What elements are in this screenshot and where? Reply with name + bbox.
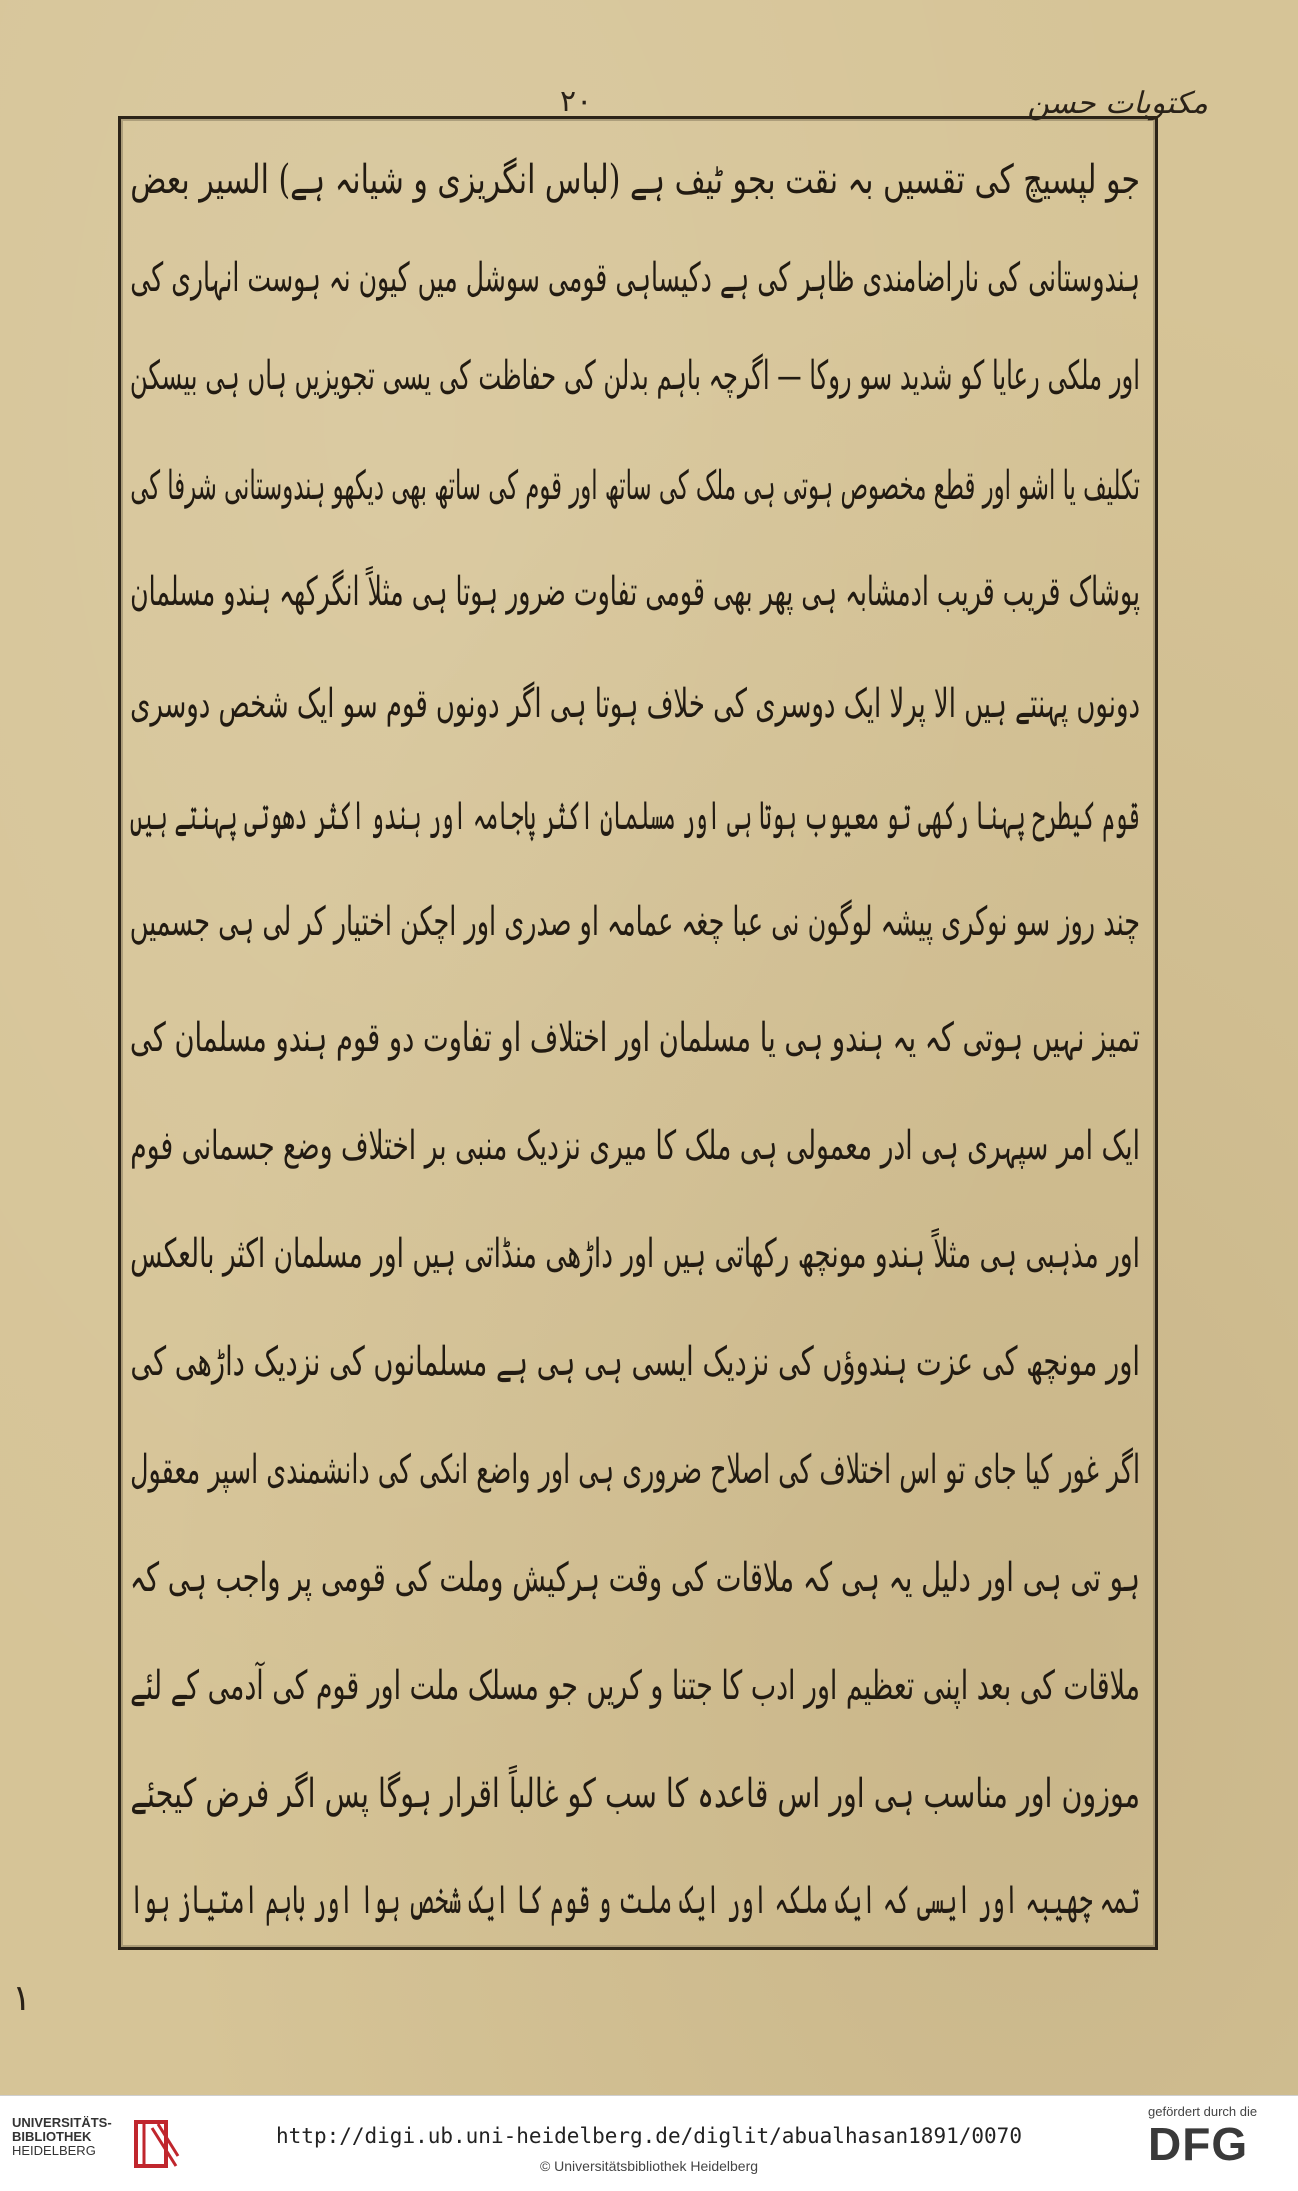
margin-note: ١: [12, 1978, 32, 2019]
dfg-logo-text: DFG: [1148, 2118, 1249, 2170]
running-header-title: مکتوبات حسن: [1027, 86, 1208, 121]
text-line: پوشاک قریب قریب ادمشابہ ہی پھر بھی قومی تفاوت ضرور ہوتا ہی مثلاً انگرکھہ ہندو مسلمان: [130, 569, 1140, 615]
text-line: اگر غور کیا جای تو اس اختلاف کی اصلاح ضروری ہی اور واضع انکی کی دانشمندی اسپر معقول: [130, 1447, 1140, 1493]
text-line: قوم کیطرح پہنا رکھی تو معیوب ہوتا ہی اور مسلمان اکثر پاجامہ اور ہندو اکثر دھوتی پہنتے ہیں: [129, 793, 1140, 839]
permalink-url[interactable]: http://digi.ub.uni-heidelberg.de/diglit/abualhasan1891/0070: [276, 2124, 1022, 2148]
dfg-funding-logo[interactable]: [1148, 2104, 1278, 2184]
text-line: اور ملکی رعایا کو شدید سو روکا — اگرچہ باہم بدلن کی حفاظت کی یسی تجویزیں ہاں ہی بیسکن: [129, 353, 1140, 399]
handwritten-text-block: [126, 150, 1146, 1940]
text-line: چند روز سو نوکری پیشہ لوگون نی عبا چغہ عمامہ او صدری اور اچکن اختیار کر لی ہی جسمیں: [129, 899, 1141, 945]
text-line: ہو تی ہی اور دلیل یہ ہی کہ ملاقات کی وقت ہرکیش وملت کی قومی پر واجب ہی کہ: [129, 1555, 1140, 1601]
library-name-line2: BIBLIOTHEK: [12, 2129, 92, 2144]
text-line: ہندوستانی کی ناراضامندی ظاہر کی ہے دکیساہی قومی سوشل میں کیون نہ ہوست انہاری کی: [130, 255, 1141, 301]
text-line: اور مذہبی ہی مثلاً ہندو مونچھ رکھاتی ہیں اور داڑھی منڈاتی ہیں اور مسلمان اکثر بالعکس: [130, 1231, 1140, 1277]
text-line: موزون اور مناسب ہی اور اس قاعدہ کا سب کو غالباً اقرار ہوگا پس اگر فرض کیجئے: [130, 1771, 1140, 1817]
text-line: ایک امر سپہری ہی ادر معمولی ہی ملک کا میری نزدیک منبی بر اختلاف وضع جسمانی فوم: [130, 1123, 1140, 1169]
text-line: تکلیف یا اشو اور قطع مخصوص ہوتی ہی ملک کی ساتھ اور قوم کی ساتھ بھی دیکھو ہندوستانی شرفا کی: [130, 463, 1141, 509]
library-name-line1: UNIVERSITÄTS-: [12, 2115, 112, 2130]
text-line: تمہ چھیبہ اور ایسی کہ ایک ملکہ اور ایک ملت و قوم کا ایک شخص ہوا اور باہم امتیاز ہوا: [129, 1877, 1140, 1923]
page-number: ۲۰: [560, 84, 593, 119]
library-name-line3: HEIDELBERG: [12, 2143, 96, 2158]
text-line: اور مونچھ کی عزت ہندوؤں کی نزدیک ایسی ہی ہی ہے مسلمانوں کی نزدیک داڑھی کی: [130, 1339, 1140, 1385]
copyright-notice: © Universitätsbibliothek Heidelberg: [539, 2158, 759, 2174]
text-line: دونوں پہنتے ہیں الا پرلا ایک دوسری کی خلاف ہوتا ہی اگر دونوں قوم سو ایک شخص دوسری: [130, 681, 1140, 727]
text-line: جو لپسیچ کی تقسیں بہ نقت بجو ٹیف ہے (لباس انگریزی و شیانہ ہے) السیر بعض: [130, 157, 1140, 203]
text-line: تمیز نہیں ہوتی کہ یہ ہندو ہی یا مسلمان اور اختلاف او تفاوت دو قوم ہندو مسلمان کی: [129, 1015, 1140, 1061]
digitization-footer: [0, 2095, 1298, 2191]
text-line: ملاقات کی بعد اپنی تعظیم اور ادب کا جتنا و کریں جو مسلک ملت اور قوم کی آدمی کے لئے: [130, 1663, 1140, 1709]
funding-label: gefördert durch die: [1148, 2104, 1258, 2119]
